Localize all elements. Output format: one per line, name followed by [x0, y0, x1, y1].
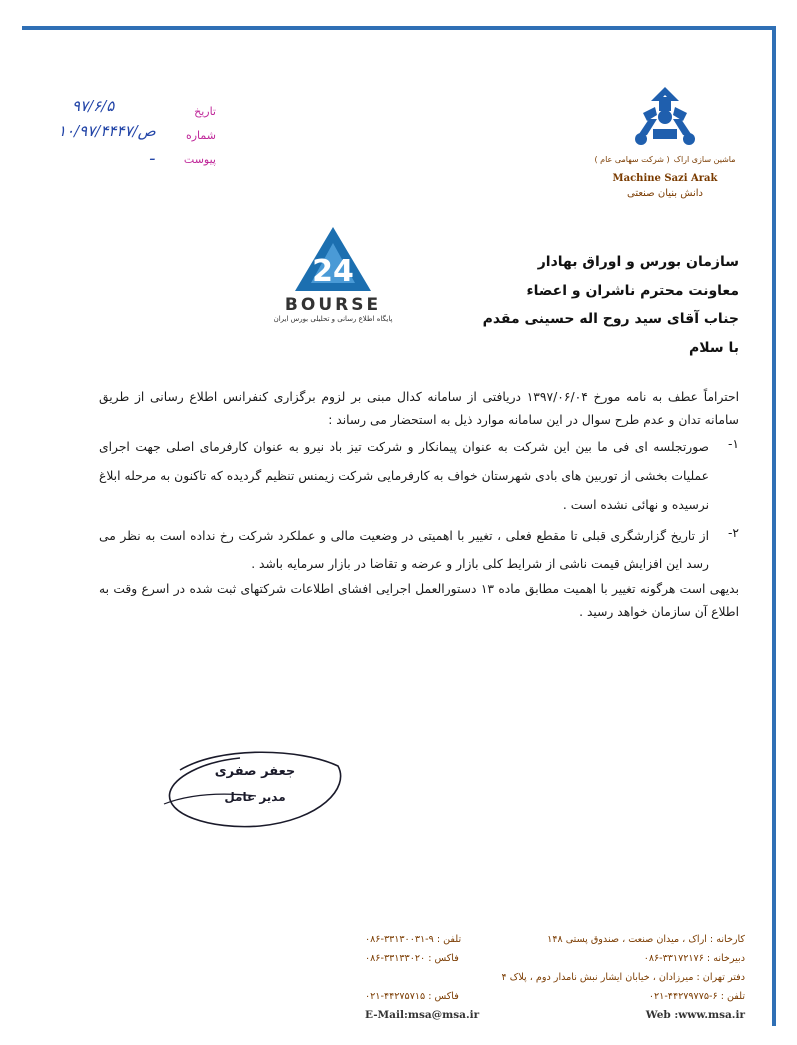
footer-row: [365, 930, 745, 949]
bourse-stamp: [268, 225, 398, 323]
company-name-en: Machine Sazi Arak: [612, 173, 718, 184]
company-logo-icon: [629, 85, 701, 147]
bourse-caption: پایگاه اطلاع رسانی و تحلیلی بورس ایران: [273, 315, 393, 323]
company-subtitle: دانش بنیان صنعتی: [626, 188, 703, 199]
right-frame-bar: [772, 26, 776, 1026]
addressee-block: [483, 248, 739, 362]
addressee-line: سازمان بورس و اوراق بهادار: [537, 254, 739, 270]
email-link[interactable]: E-Mail:msa@msa.ir: [365, 1009, 480, 1021]
footer-row: [365, 968, 745, 987]
bourse-number: 24: [312, 254, 354, 289]
footer-row: [365, 987, 745, 1006]
list-item: [99, 433, 739, 520]
signatory-name: جعفر صفری: [214, 764, 296, 779]
tehran-office-address: دفتر تهران : میرزادان ، خیابان ایشار نبش نامدار دوم ، پلاک ۴: [501, 972, 745, 983]
number-label: شماره: [185, 129, 216, 142]
addressee-line: معاونت محترم ناشران و اعضاء: [526, 282, 739, 299]
number-value: ۱۰/ص/۹۷/۴۴۴۷: [58, 122, 156, 140]
footer-row: [365, 1006, 745, 1025]
item-number: ۱-: [727, 437, 739, 452]
website-link[interactable]: Web :www.msa.ir: [645, 1009, 745, 1021]
list-item: [99, 522, 739, 578]
item-text: صورتجلسه ای فی ما بین این شرکت به عنوان پیمانکار و شرکت تیز باد نیرو به عنوان کارفرمای اصلی جهت اجرای عملیات بخشی از توربین های بادی شهرستان خواف به کارفرمایی شرکت زیمنس تنظیم گردیده که تاکنون به مرحله ابلاغ نرسیده و نهائی نشده است .: [99, 440, 709, 513]
footer-row: [365, 949, 745, 968]
company-name-fa-text: ماشین سازی اراک: [673, 155, 736, 164]
letter-meta: [170, 100, 216, 172]
attachment-label: پیوست: [183, 153, 216, 166]
top-frame-bar: [22, 26, 772, 30]
signature-scribble-icon: [160, 742, 350, 832]
secretariat-fax: فاکس : ۳۳۱۳۳۰۲۰-۰۸۶: [365, 953, 459, 964]
letter-body: [99, 386, 739, 623]
factory-address: کارخانه : اراک ، میدان صنعت ، صندوق پستی ۱۴۸: [547, 934, 745, 945]
date-label: تاریخ: [194, 105, 216, 118]
closing-paragraph: بدیهی است هرگونه تغییر با اهمیت مطابق ماده ۱۳ دستورالعمل اجرایی افشای اطلاعات شرکتهای ثبت شده در اسرع وقت به اطلاع آن سازمان خواهد رسید .: [99, 582, 739, 619]
company-logo-block: [585, 85, 745, 199]
intro-paragraph: احتراماً عطف به نامه مورخ ۱۳۹۷/۰۶/۰۴ دریافتی از سامانه کدال مبنی بر لزوم برگزاری کنفرانس اطلاع رسانی از طریق سامانه تدان و عدم طرح سوال در این سامانه موارد ذیل به استحضار می رساند :: [99, 390, 739, 427]
signature-block: [160, 742, 350, 832]
greeting: با سلام: [688, 339, 739, 356]
item-number: ۲-: [727, 526, 739, 541]
signatory-title: مدیر عامل: [224, 790, 286, 804]
factory-phone: تلفن : ۹-۳۳۱۳۰۰۳۱-۰۸۶: [365, 934, 462, 945]
secretariat-phone: دبیرخانه : ۳۳۱۷۲۱۷۶-۰۸۶: [643, 953, 745, 964]
company-name-fa: [585, 151, 745, 165]
bourse-word: BOURSE: [284, 295, 382, 315]
tehran-phone: تلفن : ۶-۴۴۲۷۹۷۷۵-۰۲۱: [648, 991, 745, 1002]
addressee-line: جناب آقای سید روح اله حسینی مقدم: [482, 311, 739, 327]
bourse-triangle-icon: [293, 225, 373, 293]
item-text: از تاریخ گزارشگری قبلی تا مقطع فعلی ، تغییر با اهمیتی در وضعیت مالی و عملکرد شرکت رخ نداده است به نظر می رسد این افزایش قیمت ناشی از شرایط کلی بازار و عرضه و تقاضا در بازار سرمایه باشد .: [99, 529, 709, 572]
attachment-value: ـ: [150, 146, 155, 164]
company-type: ( شرکت سهامی عام ): [594, 155, 670, 164]
date-value: ۹۷/۶/۵: [72, 97, 115, 115]
tehran-fax: فاکس : ۴۴۲۷۵۷۱۵-۰۲۱: [365, 991, 459, 1002]
footer-contact: [365, 930, 745, 1025]
